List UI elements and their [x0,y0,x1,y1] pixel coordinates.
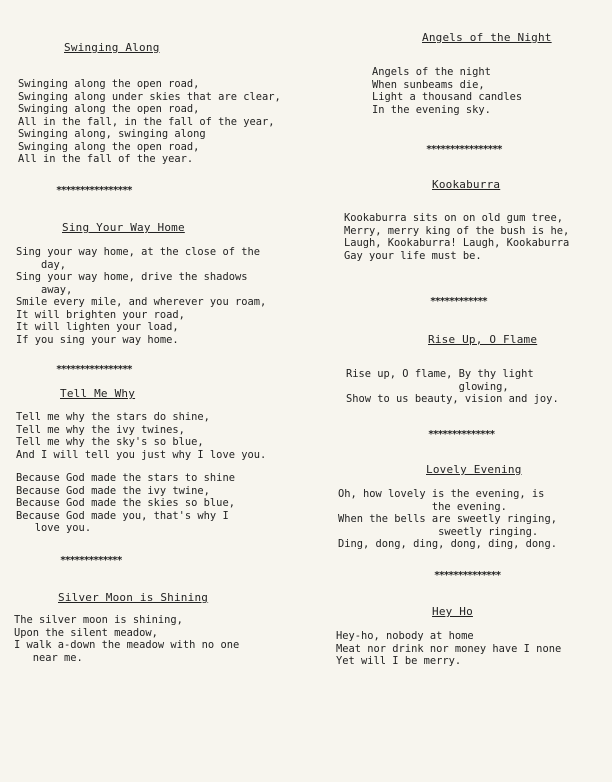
song-title-swinging-along: Swinging Along [64,41,160,54]
song-lyrics-kookaburra: Kookaburra sits on on old gum tree, Merry, merry king of the bush is he, Laugh, Kookaburra! Laugh, Kookaburra Gay your life must be. [344,212,570,262]
song-title-kookaburra: Kookaburra [432,178,501,191]
song-lyrics-hey-ho: Hey-ho, nobody at home Meat nor drink nor money have I none Yet will I be merry. [336,630,562,667]
song-lyrics-swinging-along: Swinging along the open road, Swinging along under skies that are clear, Swinging along the open road, All in the fall, in the fall of the year, Swinging along, swinging along Swinging along the open road, All in the fall of the year. [18,78,281,165]
song-lyrics-tell-me-why-verse-2: Because God made the stars to shine Because God made the ivy twine, Because God made the skies so blue, Because God made you, that's why I love you. [16,472,235,534]
section-separator: **************** [56,185,132,196]
song-title-tell-me-why: Tell Me Why [60,387,136,400]
song-lyrics-sing-your-way-home: Sing your way home, at the close of the day, Sing your way home, drive the shadows away, Smile every mile, and wherever you roam, It will brighten your road, It will lighten your load, If you sing your way home. [16,246,267,346]
section-separator: ************* [60,555,122,566]
song-title-lovely-evening: Lovely Evening [426,463,522,476]
section-separator: **************** [426,144,502,155]
section-separator: ************ [430,296,487,307]
song-title-angels-of-the-night: Angels of the Night [422,31,552,44]
song-lyrics-silver-moon: The silver moon is shining, Upon the silent meadow, I walk a-down the meadow with no one near me. [14,614,240,664]
song-title-rise-up-o-flame: Rise Up, O Flame [428,333,538,346]
section-separator: ************** [434,570,501,581]
song-lyrics-rise-up-o-flame: Rise up, O flame, By thy light glowing, Show to us beauty, vision and joy. [346,368,559,405]
song-title-sing-your-way-home: Sing Your Way Home [62,221,185,234]
section-separator: **************** [56,364,132,375]
song-title-hey-ho: Hey Ho [432,605,473,618]
song-lyrics-tell-me-why-verse-1: Tell me why the stars do shine, Tell me why the ivy twines, Tell me why the sky's so blue, And I will tell you just why I love you. [16,411,267,461]
song-title-silver-moon: Silver Moon is Shining [58,591,209,604]
song-lyrics-angels-of-the-night: Angels of the night When sunbeams die, Light a thousand candles In the evening sky. [372,66,523,116]
section-separator: ************** [428,429,495,440]
song-lyrics-lovely-evening: Oh, how lovely is the evening, is the evening. When the bells are sweetly ringing, sweetly ringing. Ding, dong, ding, dong, ding, dong. [338,488,557,550]
